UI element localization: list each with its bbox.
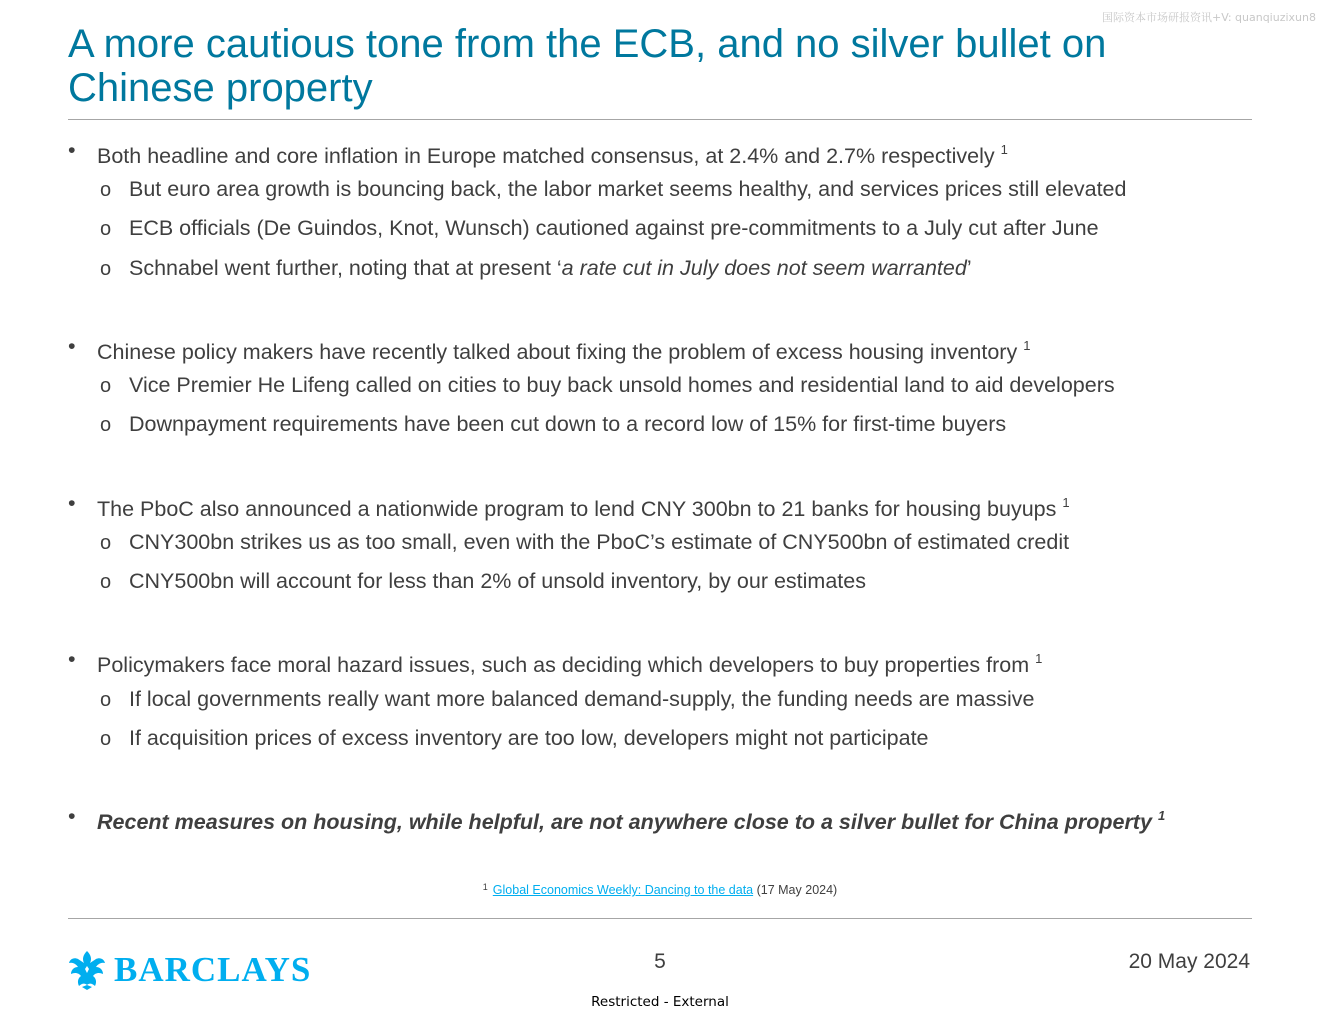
- conclusion-text: Recent measures on housing, while helpful, are not anywhere close to a silver bullet for China property $^1$: [97, 808, 1166, 835]
- title-divider: [68, 119, 1252, 120]
- bullet-marker: •: [68, 647, 76, 672]
- bullet-item: [68, 485, 1258, 524]
- footer-divider: [68, 918, 1252, 919]
- classification-label: Restricted - External: [591, 994, 729, 1010]
- sub-bullet-marker: o: [100, 218, 112, 241]
- sub-bullet-text: CNY500bn will account for less than 2% of unsold inventory, by our estimates: [129, 569, 866, 594]
- bullet-item: [68, 328, 1258, 367]
- bullet-text: Policymakers face moral hazard issues, such as deciding which developers to buy properties from $^1$: [97, 651, 1043, 678]
- sub-bullet-item: [68, 524, 1258, 563]
- logo-wordmark: BARCLAYS: [114, 950, 312, 989]
- sub-bullet-text: CNY300bn strikes us as too small, even with the PboC’s estimate of CNY500bn of estimated credit: [129, 529, 1070, 554]
- bullet-marker: •: [68, 333, 76, 358]
- sub-bullet-text: Vice Premier He Lifeng called on cities to buy back unsold homes and residential land to aid developers: [129, 373, 1115, 398]
- footnote-ref: 1: [1062, 494, 1070, 510]
- sub-bullet-text: If acquisition prices of excess inventory are too low, developers might not participate: [129, 725, 929, 750]
- sub-bullet-item: [68, 210, 1258, 249]
- sub-bullet-marker: o: [100, 179, 112, 202]
- slide-body: [68, 132, 1258, 837]
- bullet-marker: •: [68, 804, 76, 829]
- footnote-marker: 1: [482, 882, 488, 892]
- footnote-ref: 1: [1157, 808, 1166, 824]
- sub-bullet-item: [68, 681, 1258, 720]
- quote-text: a rate cut in July does not seem warranted: [561, 255, 967, 280]
- page-number: 5: [654, 950, 666, 973]
- sub-bullet-item: [68, 720, 1258, 759]
- sub-bullet-marker: o: [100, 375, 112, 398]
- conclusion-bullet: [68, 798, 1258, 837]
- barclays-eagle-icon: [68, 949, 106, 991]
- sub-bullet-marker: o: [100, 571, 112, 594]
- bullet-marker: •: [68, 490, 76, 515]
- sub-bullet-item: [68, 367, 1258, 406]
- bullet-text: Both headline and core inflation in Europe matched consensus, at 2.4% and 2.7% respectively $^1$: [97, 142, 1008, 168]
- footnote-date: (17 May 2024): [756, 883, 838, 897]
- sub-bullet-item: [68, 563, 1258, 602]
- sub-bullet-item: [68, 171, 1258, 210]
- slide-title: A more cautious tone from the ECB, and no silver bullet on Chinese property: [68, 22, 1107, 110]
- sub-bullet-text: But euro area growth is bouncing back, the labor market seems healthy, and services prices still elevated: [129, 177, 1127, 202]
- watermark: 国际资本市场研报资讯+V: quanqiuzixun8: [1101, 11, 1316, 24]
- footnote-ref: 1: [1023, 337, 1031, 353]
- sub-bullet-marker: o: [100, 257, 112, 280]
- slide-date: 20 May 2024: [1128, 950, 1250, 973]
- sub-bullet-marker: o: [100, 531, 112, 554]
- footnote-ref: 1: [1035, 651, 1043, 667]
- sub-bullet-text: If local governments really want more balanced demand-supply, the funding needs are massive: [129, 686, 1035, 711]
- bullet-text: The PboC also announced a nationwide program to lend CNY 300bn to 21 banks for housing buyups $^1$: [97, 494, 1070, 521]
- footnote-ref: 1: [1000, 142, 1008, 157]
- bullet-item: [68, 641, 1258, 680]
- bullet-marker: •: [68, 138, 76, 162]
- footnote-source-link[interactable]: Global Economics Weekly: Dancing to the data: [492, 883, 754, 897]
- sub-bullet-marker: o: [100, 727, 112, 750]
- sub-bullet-marker: o: [100, 414, 112, 437]
- sub-bullet-text: ECB officials (De Guindos, Knot, Wunsch) cautioned against pre-commitments to a July cut after June: [129, 216, 1099, 241]
- bullet-item: [68, 132, 1258, 171]
- barclays-logo: [68, 948, 311, 992]
- bullet-text: Chinese policy makers have recently talked about fixing the problem of excess housing inventory $^1$: [97, 337, 1031, 364]
- sub-bullet-text: Schnabel went further, noting that at present ‘a rate cut in July does not seem warranted’: [129, 255, 972, 280]
- sub-bullet-item: [68, 406, 1258, 445]
- sub-bullet-text: Downpayment requirements have been cut down to a record low of 15% for first-time buyers: [129, 412, 1007, 437]
- footnote: [0, 882, 1320, 897]
- sub-bullet-item: [68, 250, 1258, 289]
- sub-bullet-marker: o: [100, 688, 112, 711]
